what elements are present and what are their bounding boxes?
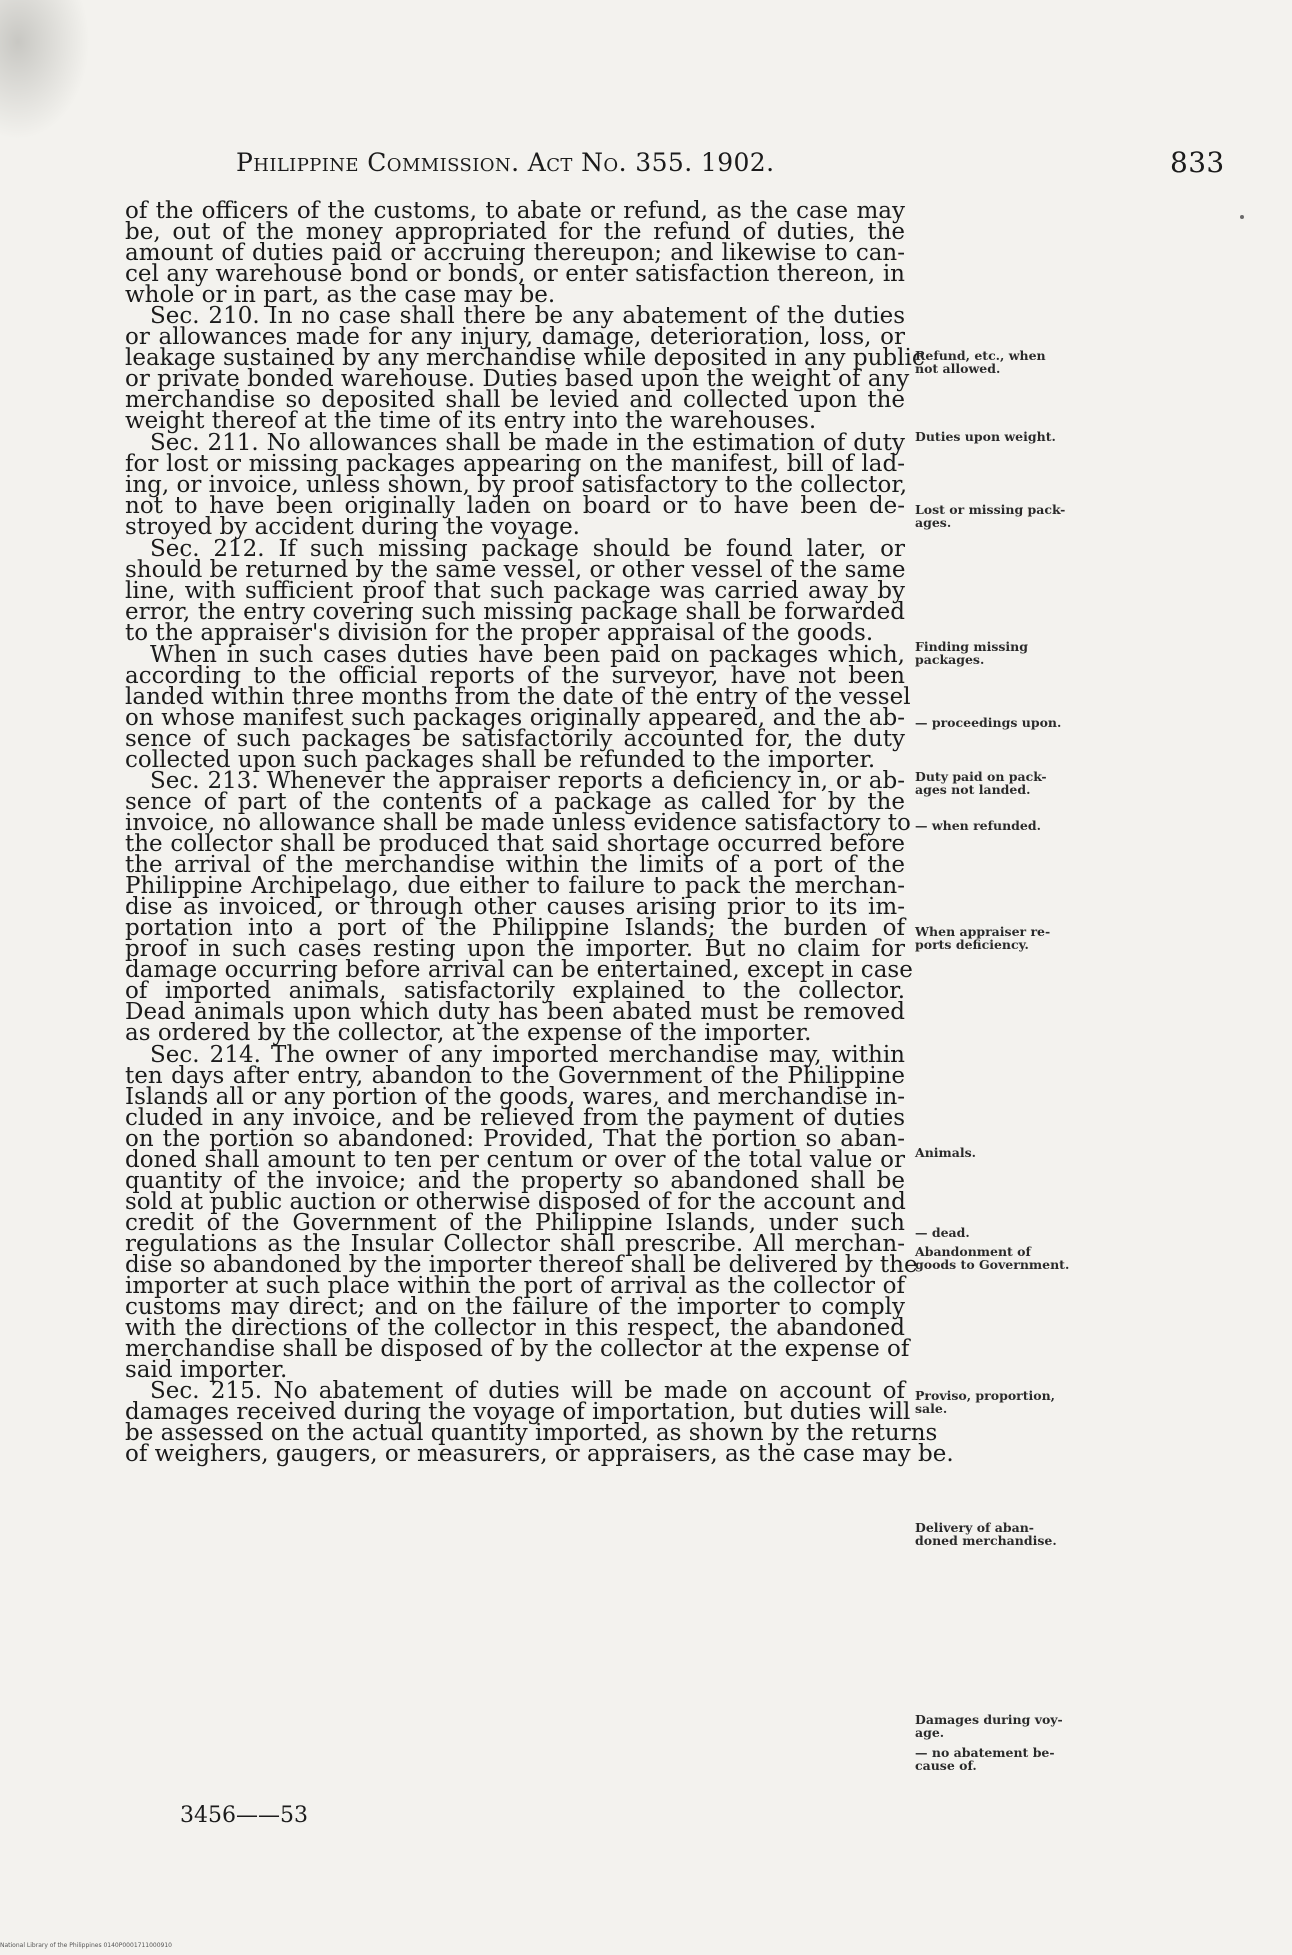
body-line: Islands all or any portion of the goods, wares, and merchandise in-	[125, 1084, 906, 1110]
body-line: the arrival of the merchandise within the limits of a port of the	[125, 852, 905, 878]
body-line: cluded in any invoice, and be relieved from the payment of duties	[125, 1105, 905, 1131]
margin-note: — proceedings upon.	[915, 715, 1062, 730]
body-line: be assessed on the actual quantity imported, as shown by the returns	[125, 1420, 938, 1446]
margin-note: When appraiser re-	[915, 924, 1051, 939]
margin-note: ages not landed.	[915, 782, 1031, 797]
body-line: with the directions of the collector in this respect, the abandoned	[125, 1315, 905, 1341]
body-line: Dead animals upon which duty has been abated must be removed	[125, 999, 905, 1025]
printer-signature: 3456——53	[180, 1803, 308, 1828]
margin-note: — dead.	[915, 1225, 970, 1240]
margin-note: cause of.	[915, 1758, 977, 1773]
margin-note: Duty paid on pack-	[915, 769, 1047, 784]
margin-note: goods to Government.	[915, 1257, 1070, 1272]
margin-note: Damages during voy-	[915, 1712, 1063, 1727]
body-line: not to have been originally laden on board or to have been de-	[125, 493, 905, 519]
scan-blotch	[0, 0, 90, 140]
running-head: Philippine Commission. Act No. 355. 1902.	[236, 148, 775, 177]
margin-note: Animals.	[915, 1145, 976, 1160]
body-line: leakage sustained by any merchandise while deposited in any public	[125, 345, 925, 371]
body-line: cel any warehouse bond or bonds, or enter satisfaction thereon, in	[125, 261, 905, 287]
body-line: error, the entry covering such missing package shall be forwarded	[125, 599, 905, 625]
body-line: as ordered by the collector, at the expense of the importer.	[125, 1020, 812, 1046]
body-line: to the appraiser's division for the proper appraisal of the goods.	[125, 620, 874, 646]
body-line: Sec. 214. The owner of any imported merchandise may, within	[150, 1042, 905, 1068]
body-line: damages received during the voyage of importation, but duties will	[125, 1399, 911, 1425]
body-line: of weighers, gaugers, or measurers, or appraisers, as the case may be.	[125, 1441, 954, 1467]
body-line: Sec. 210. In no case shall there be any abatement of the duties	[150, 303, 905, 329]
margin-note: packages.	[915, 652, 985, 667]
body-line: landed within three months from the date of the entry of the vessel	[125, 684, 911, 710]
body-line: of the officers of the customs, to abate or refund, as the case may	[125, 198, 905, 224]
body-line: on the portion so abandoned: Provided, That the portion so aban-	[125, 1126, 905, 1152]
body-line: quantity of the invoice; and the property so abandoned shall be	[125, 1168, 905, 1194]
body-line: portation into a port of the Philippine Islands; the burden of	[125, 915, 905, 941]
body-line: importer at such place within the port of arrival as the collector of	[125, 1273, 905, 1299]
body-line: customs may direct; and on the failure of the importer to comply	[125, 1294, 905, 1320]
body-line: collected upon such packages shall be refunded to the importer.	[125, 747, 876, 773]
body-line: amount of duties paid or accruing thereupon; and likewise to can-	[125, 240, 905, 266]
body-line: damage occurring before arrival can be entertained, except in case	[125, 957, 913, 983]
body-line: of imported animals, satisfactorily explained to the collector.	[125, 978, 905, 1004]
margin-note: doned merchandise.	[915, 1533, 1057, 1548]
body-line: merchandise so deposited shall be levied and collected upon the	[125, 387, 905, 413]
body-line: Sec. 213. Whenever the appraiser reports a deficiency in, or ab-	[150, 768, 905, 794]
body-line: ten days after entry, abandon to the Government of the Philippine	[125, 1063, 905, 1089]
body-line: doned shall amount to ten per centum or over of the total value or	[125, 1147, 905, 1173]
body-line: ing, or invoice, unless shown, by proof satisfactory to the collector,	[125, 472, 908, 498]
body-line: should be returned by the same vessel, or other vessel of the same	[125, 557, 906, 583]
margin-note: not allowed.	[915, 361, 1001, 376]
body-line: sence of part of the contents of a package as called for by the	[125, 789, 905, 815]
margin-note: Refund, etc., when	[915, 348, 1046, 363]
body-line: sence of such packages be satisfactorily accounted for, the duty	[125, 726, 905, 752]
body-line: or allowances made for any injury, damage, deterioration, loss, or	[125, 324, 905, 350]
body-line: merchandise shall be disposed of by the collector at the expense of	[125, 1336, 910, 1362]
body-line: said importer.	[125, 1357, 288, 1383]
margin-note: Delivery of aban-	[915, 1520, 1034, 1535]
body-line: the collector shall be produced that said shortage occurred before	[125, 831, 905, 857]
footer-credit: National Library of the Philippines 0140P0001711000910	[0, 1942, 172, 1949]
margin-note: Abandonment of	[915, 1244, 1031, 1259]
margin-note: Duties upon weight.	[915, 429, 1056, 444]
body-line: regulations as the Insular Collector shall prescribe. All merchan-	[125, 1231, 905, 1257]
margin-note: sale.	[915, 1401, 948, 1416]
margin-note: Lost or missing pack-	[915, 502, 1066, 517]
body-line: invoice, no allowance shall be made unless evidence satisfactory to	[125, 810, 911, 836]
margin-note: ages.	[915, 515, 952, 530]
body-line: sold at public auction or otherwise disposed of for the account and	[125, 1189, 906, 1215]
body-line: Philippine Archipelago, due either to failure to pack the merchan-	[125, 873, 905, 899]
body-line: Sec. 211. No allowances shall be made in the estimation of duty	[150, 430, 905, 456]
body-line: stroyed by accident during the voyage.	[125, 514, 580, 540]
body-line: be, out of the money appropriated for the refund of duties, the	[125, 219, 905, 245]
scan-speck	[1240, 215, 1244, 219]
body-line: line, with sufficient proof that such package was carried away by	[125, 578, 905, 604]
margin-note: Finding missing	[915, 639, 1029, 654]
body-line: for lost or missing packages appearing on the manifest, bill of lad-	[125, 451, 905, 477]
body-line: When in such cases duties have been paid on packages which,	[150, 642, 905, 668]
body-line: weight thereof at the time of its entry into the warehouses.	[125, 408, 817, 434]
body-line: Sec. 212. If such missing package should be found later, or	[150, 536, 905, 562]
body-line: whole or in part, as the case may be.	[125, 282, 556, 308]
body-line: dise as invoiced, or through other causes arising prior to its im-	[125, 894, 905, 920]
page-number: 833	[1170, 146, 1225, 179]
margin-note: ports deficiency.	[915, 937, 1029, 952]
body-line: according to the official reports of the surveyor, have not been	[125, 663, 905, 689]
body-line: Sec. 215. No abatement of duties will be made on account of	[150, 1378, 905, 1404]
body-line: or private bonded warehouse. Duties based upon the weight of any	[125, 366, 910, 392]
margin-note: Proviso, proportion,	[915, 1388, 1056, 1403]
margin-note: — no abatement be-	[915, 1745, 1055, 1760]
body-line: proof in such cases resting upon the importer. But no claim for	[125, 936, 905, 962]
body-line: credit of the Government of the Philippine Islands, under such	[125, 1210, 905, 1236]
margin-note: age.	[915, 1725, 945, 1740]
body-line: dise so abandoned by the importer thereof shall be delivered by the	[125, 1252, 918, 1278]
margin-note: — when refunded.	[915, 818, 1041, 833]
body-line: on whose manifest such packages originally appeared, and the ab-	[125, 705, 905, 731]
